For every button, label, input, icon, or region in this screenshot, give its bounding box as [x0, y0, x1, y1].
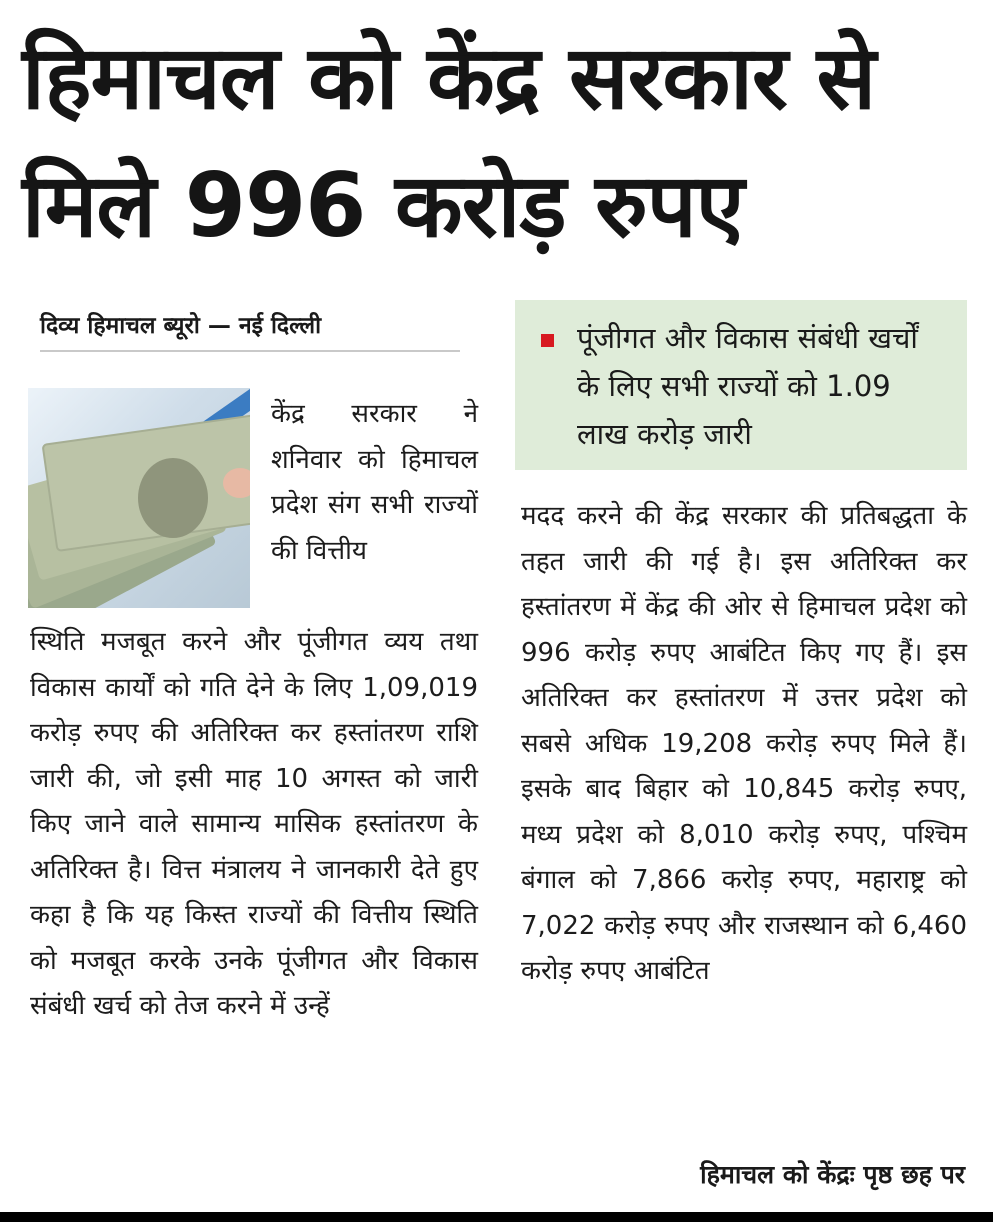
bullet-square-icon	[541, 334, 554, 347]
rupee-notes-photo	[28, 388, 250, 608]
highlight-box	[515, 300, 967, 470]
body-text-left: स्थिति मजबूत करने और पूंजीगत व्यय तथा विकास कार्यों को गति देने के लिए 1,09,019 करोड़ रुपए की अतिरिक्त कर हस्तांतरण राशि जारी की, जो इसी माह 10 अगस्त को जारी किए जाने वाले सामान्य मासिक हस्तांतरण के अतिरिक्त है। वित्त मंत्रालय ने जानकारी देते हुए कहा है कि यह किस्त राज्यों की वित्तीय स्थिति को मजबूत करके उनके पूंजीगत और विकास संबंधी खर्च को तेज करने में उन्हें	[30, 627, 478, 1021]
continuation-reference: हिमाचल को केंद्रः पृष्ठ छह पर	[700, 1160, 965, 1189]
highlight-text: पूंजीगत और विकास संबंधी खर्चों के लिए सभी राज्यों को 1.09 लाख करोड़ जारी	[577, 321, 918, 451]
byline: दिव्य हिमाचल ब्यूरो — नई दिल्ली	[40, 308, 460, 352]
body-text-right: मदद करने की केंद्र सरकार की प्रतिबद्धता के तहत जारी की गई है। इस अतिरिक्त कर हस्तांतरण में केंद्र की ओर से हिमाचल प्रदेश को 996 करोड़ रुपए आबंटित किए गए हैं। इस अतिरिक्त कर हस्तांतरण में उत्तर प्रदेश को सबसे अधिक 19,208 करोड़ रुपए मिले हैं। इसके बाद बिहार को 10,845 करोड़ रुपए, मध्य प्रदेश को 8,010 करोड़ रुपए, पश्चिम बंगाल को 7,866 करोड़ रुपए, महाराष्ट्र को 7,022 करोड़ रुपए और राजस्थान को 6,460 करोड़ रुपए आबंटित	[521, 501, 967, 986]
finger	[223, 468, 250, 498]
headline: हिमाचल को केंद्र सरकार से मिले 996 करोड़ रुपए	[22, 26, 876, 257]
portrait-on-note	[138, 458, 208, 538]
bottom-rule	[0, 1212, 993, 1222]
body-text-left-wrap: केंद्र सरकार ने शनिवार को हिमाचल प्रदेश संग सभी राज्यों की वित्तीय	[271, 399, 478, 566]
